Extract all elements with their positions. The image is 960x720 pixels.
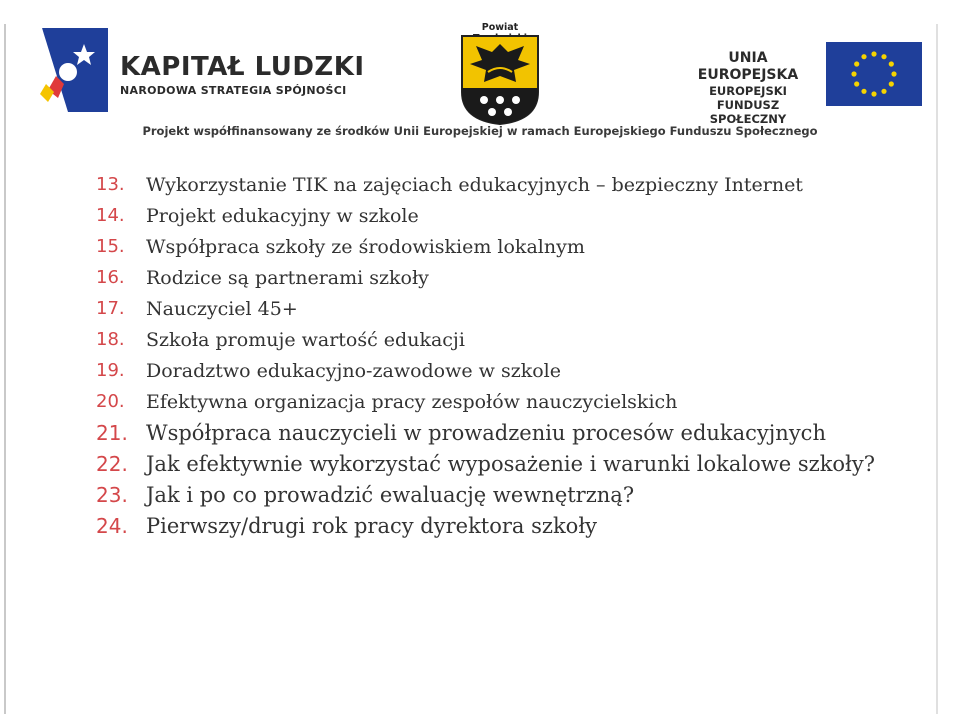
item-number: 23. <box>96 483 128 507</box>
item-number: 21. <box>96 421 128 445</box>
item-text: Szkoła promuje wartość edukacji <box>146 329 465 351</box>
list-item <box>96 358 876 384</box>
item-text: Efektywna organizacja pracy zespołów nauczycielskich <box>146 391 678 413</box>
kapital-ludzki-logo-icon <box>38 28 108 112</box>
kapital-ludzki-text <box>120 52 365 97</box>
item-number: 17. <box>96 298 125 319</box>
item-text: Jak efektywnie wykorzystać wyposażenie i warunki lokalowe szkoły? <box>146 452 875 476</box>
item-text: Doradztwo edukacyjno-zawodowe w szkole <box>146 360 562 382</box>
item-text: Jak i po co prowadzić ewaluację wewnętrzną? <box>146 483 635 507</box>
item-number: 18. <box>96 329 125 350</box>
list-item <box>96 451 876 477</box>
list-item <box>96 513 876 539</box>
list-item <box>96 172 876 198</box>
eu-title: UNIA EUROPEJSKA <box>697 50 799 83</box>
eu-subtitle-1: EUROPEJSKI <box>709 84 787 98</box>
topic-list <box>96 172 876 544</box>
list-item <box>96 296 876 322</box>
list-item <box>96 234 876 260</box>
list-item <box>96 327 876 353</box>
item-number: 16. <box>96 267 125 288</box>
item-number: 13. <box>96 174 125 195</box>
item-text: Wykorzystanie TIK na zajęciach edukacyjnych – bezpieczny Internet <box>146 174 803 196</box>
list-item <box>96 482 876 508</box>
item-number: 24. <box>96 514 128 538</box>
item-number: 19. <box>96 360 125 381</box>
list-item <box>96 420 876 446</box>
item-number: 14. <box>96 205 125 226</box>
list-item <box>96 389 876 415</box>
kapital-ludzki-title: KAPITAŁ LUDZKI <box>120 52 365 82</box>
item-text: Pierwszy/drugi rok pracy dyrektora szkoły <box>146 514 597 538</box>
item-number: 15. <box>96 236 125 257</box>
kapital-ludzki-subtitle: NARODOWA STRATEGIA SPÓJNOŚCI <box>120 84 347 97</box>
eu-flag-icon <box>826 42 922 106</box>
header-logos <box>0 0 960 150</box>
item-text: Projekt edukacyjny w szkole <box>146 205 419 227</box>
list-item <box>96 203 876 229</box>
item-text: Współpraca szkoły ze środowiskiem lokalnym <box>146 236 585 258</box>
powiat-coat-of-arms-icon <box>458 34 542 126</box>
item-number: 22. <box>96 452 128 476</box>
item-number: 20. <box>96 391 125 412</box>
item-text: Rodzice są partnerami szkoły <box>146 267 429 289</box>
item-text: Nauczyciel 45+ <box>146 298 298 320</box>
eu-text <box>678 50 818 126</box>
list-item <box>96 265 876 291</box>
powiat-label: Powiat <box>481 22 519 33</box>
eu-subtitle-2: FUNDUSZ SPOŁECZNY <box>709 98 787 126</box>
item-text: Współpraca nauczycieli w prowadzeniu procesów edukacyjnych <box>146 421 826 445</box>
project-cofinancing-note: Projekt współfinansowany ze środków Unii Europejskiej w ramach Europejskiego Funduszu Społecznego <box>142 124 818 138</box>
